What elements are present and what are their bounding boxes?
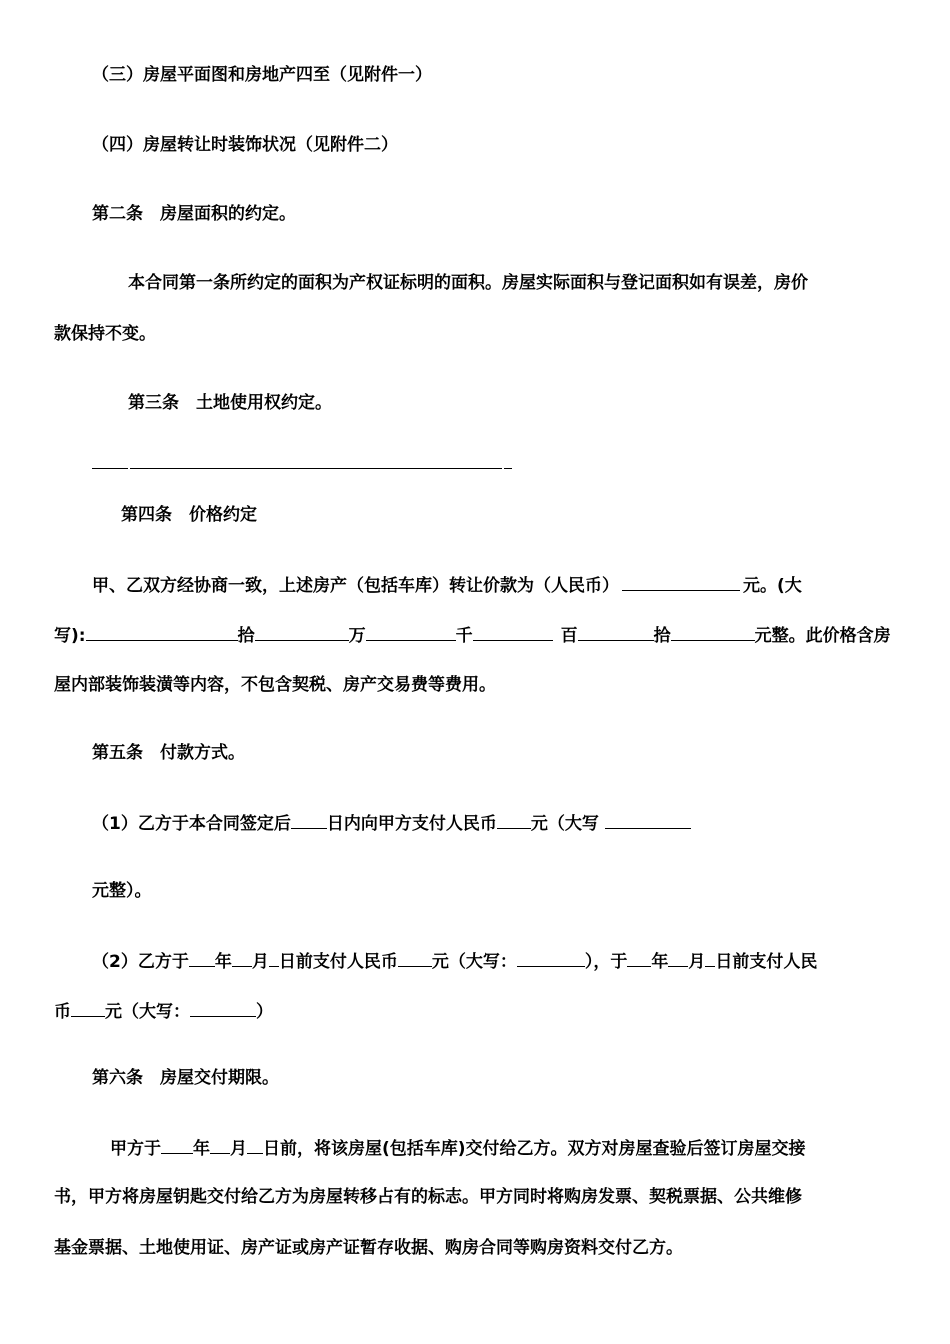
- text-span: 元（大写：: [431, 952, 517, 972]
- year-blank: [627, 948, 651, 967]
- article-4-text-line2: [54, 622, 891, 648]
- text-span: 日内向甲方支付人民币: [326, 814, 497, 834]
- text-span: 拾: [237, 626, 255, 646]
- article-3-blank-line: [92, 450, 512, 476]
- text-span: 年: [193, 1139, 210, 1159]
- article-6-text-line1: [110, 1135, 806, 1161]
- text-span: 千: [455, 626, 473, 646]
- text-span: ），于: [584, 952, 628, 972]
- article-2-title: 第二条 房屋面积的约定。: [92, 204, 296, 224]
- text-span: 百: [560, 626, 578, 646]
- text-span: 日前支付人民: [715, 952, 818, 972]
- article-2-text-line1: 本合同第一条所约定的面积为产权证标明的面积。房屋实际面积与登记面积如有误差，房价: [128, 273, 808, 293]
- year-blank: [189, 948, 215, 967]
- day-blank: [705, 948, 715, 967]
- text-span: 元整。此价格含房: [754, 626, 891, 646]
- year-blank: [161, 1135, 193, 1154]
- text-span: 写):: [54, 626, 86, 646]
- article-5-payment-1: [92, 810, 691, 836]
- day-blank: [247, 1135, 263, 1154]
- text-span: 拾: [653, 626, 671, 646]
- text-span: 币: [54, 1002, 71, 1022]
- amount-blank: [473, 622, 553, 641]
- text-span: 元（大写：: [105, 1002, 190, 1022]
- text-span: 元（大写: [530, 814, 599, 834]
- article-5-payment-2-line1: [92, 948, 817, 974]
- amount-words-blank: [190, 998, 256, 1017]
- article-5-title: 第五条 付款方式。: [92, 743, 245, 763]
- text-span: 年: [214, 952, 232, 972]
- text-span: （1）乙方于本合同签定后: [92, 814, 291, 834]
- amount-blank: [398, 948, 432, 967]
- amount-blank: [671, 622, 755, 641]
- text-span: （2）乙方于: [92, 952, 189, 972]
- text-span: 年: [651, 952, 669, 972]
- text-span: 万: [348, 626, 366, 646]
- amount-blank: [578, 622, 654, 641]
- blank-underline: [130, 450, 502, 469]
- text-span: ）: [256, 1002, 273, 1022]
- article-6-title: 第六条 房屋交付期限。: [92, 1068, 279, 1088]
- text-span: 元。(大: [743, 576, 802, 596]
- amount-words-blank: [517, 948, 585, 967]
- text-span: 甲、乙双方经协商一致，上述房产（包括车库）转让价款为（人民币）: [92, 576, 619, 596]
- item-3-floor-plan: （三）房屋平面图和房地产四至（见附件一）: [92, 65, 432, 85]
- article-5-payment-2-line2: [54, 998, 273, 1024]
- day-blank: [269, 948, 279, 967]
- text-span: 日前支付人民币: [278, 952, 398, 972]
- amount-blank: [366, 622, 456, 641]
- article-4-text-line1: [92, 572, 802, 598]
- item-4-decoration: （四）房屋转让时装饰状况（见附件二）: [92, 135, 398, 155]
- month-blank: [668, 948, 688, 967]
- text-span: 月: [230, 1139, 247, 1159]
- amount-blank: [497, 810, 531, 829]
- article-2-text-line2: 款保持不变。: [54, 324, 156, 344]
- amount-blank: [71, 998, 105, 1017]
- amount-blank: [86, 622, 238, 641]
- article-6-text-line2: 书，甲方将房屋钥匙交付给乙方为房屋转移占有的标志。甲方同时将购房发票、契税票据、公共维修: [54, 1187, 802, 1207]
- article-5-payment-1-end: 元整）。: [92, 881, 152, 901]
- price-rmb-blank: [622, 572, 740, 591]
- text-span: 甲方于: [110, 1139, 161, 1159]
- text-span: 日前，将该房屋(包括车库)交付给乙方。双方对房屋查验后签订房屋交接: [263, 1139, 806, 1159]
- amount-words-blank: [605, 810, 691, 829]
- month-blank: [232, 948, 252, 967]
- article-6-text-line3: 基金票据、土地使用证、房产证或房产证暂存收据、购房合同等购房资料交付乙方。: [54, 1238, 683, 1258]
- text-span: 月: [688, 952, 706, 972]
- article-4-text-line3: 屋内部装饰装潢等内容，不包含契税、房产交易费等费用。: [54, 675, 496, 695]
- article-3-title: 第三条 土地使用权约定。: [128, 393, 332, 413]
- amount-blank: [255, 622, 349, 641]
- article-4-title: 第四条 价格约定: [121, 505, 257, 525]
- month-blank: [210, 1135, 230, 1154]
- days-blank: [291, 810, 327, 829]
- blank-underline: [504, 450, 512, 469]
- text-span: 月: [251, 952, 269, 972]
- blank-underline: [92, 450, 128, 469]
